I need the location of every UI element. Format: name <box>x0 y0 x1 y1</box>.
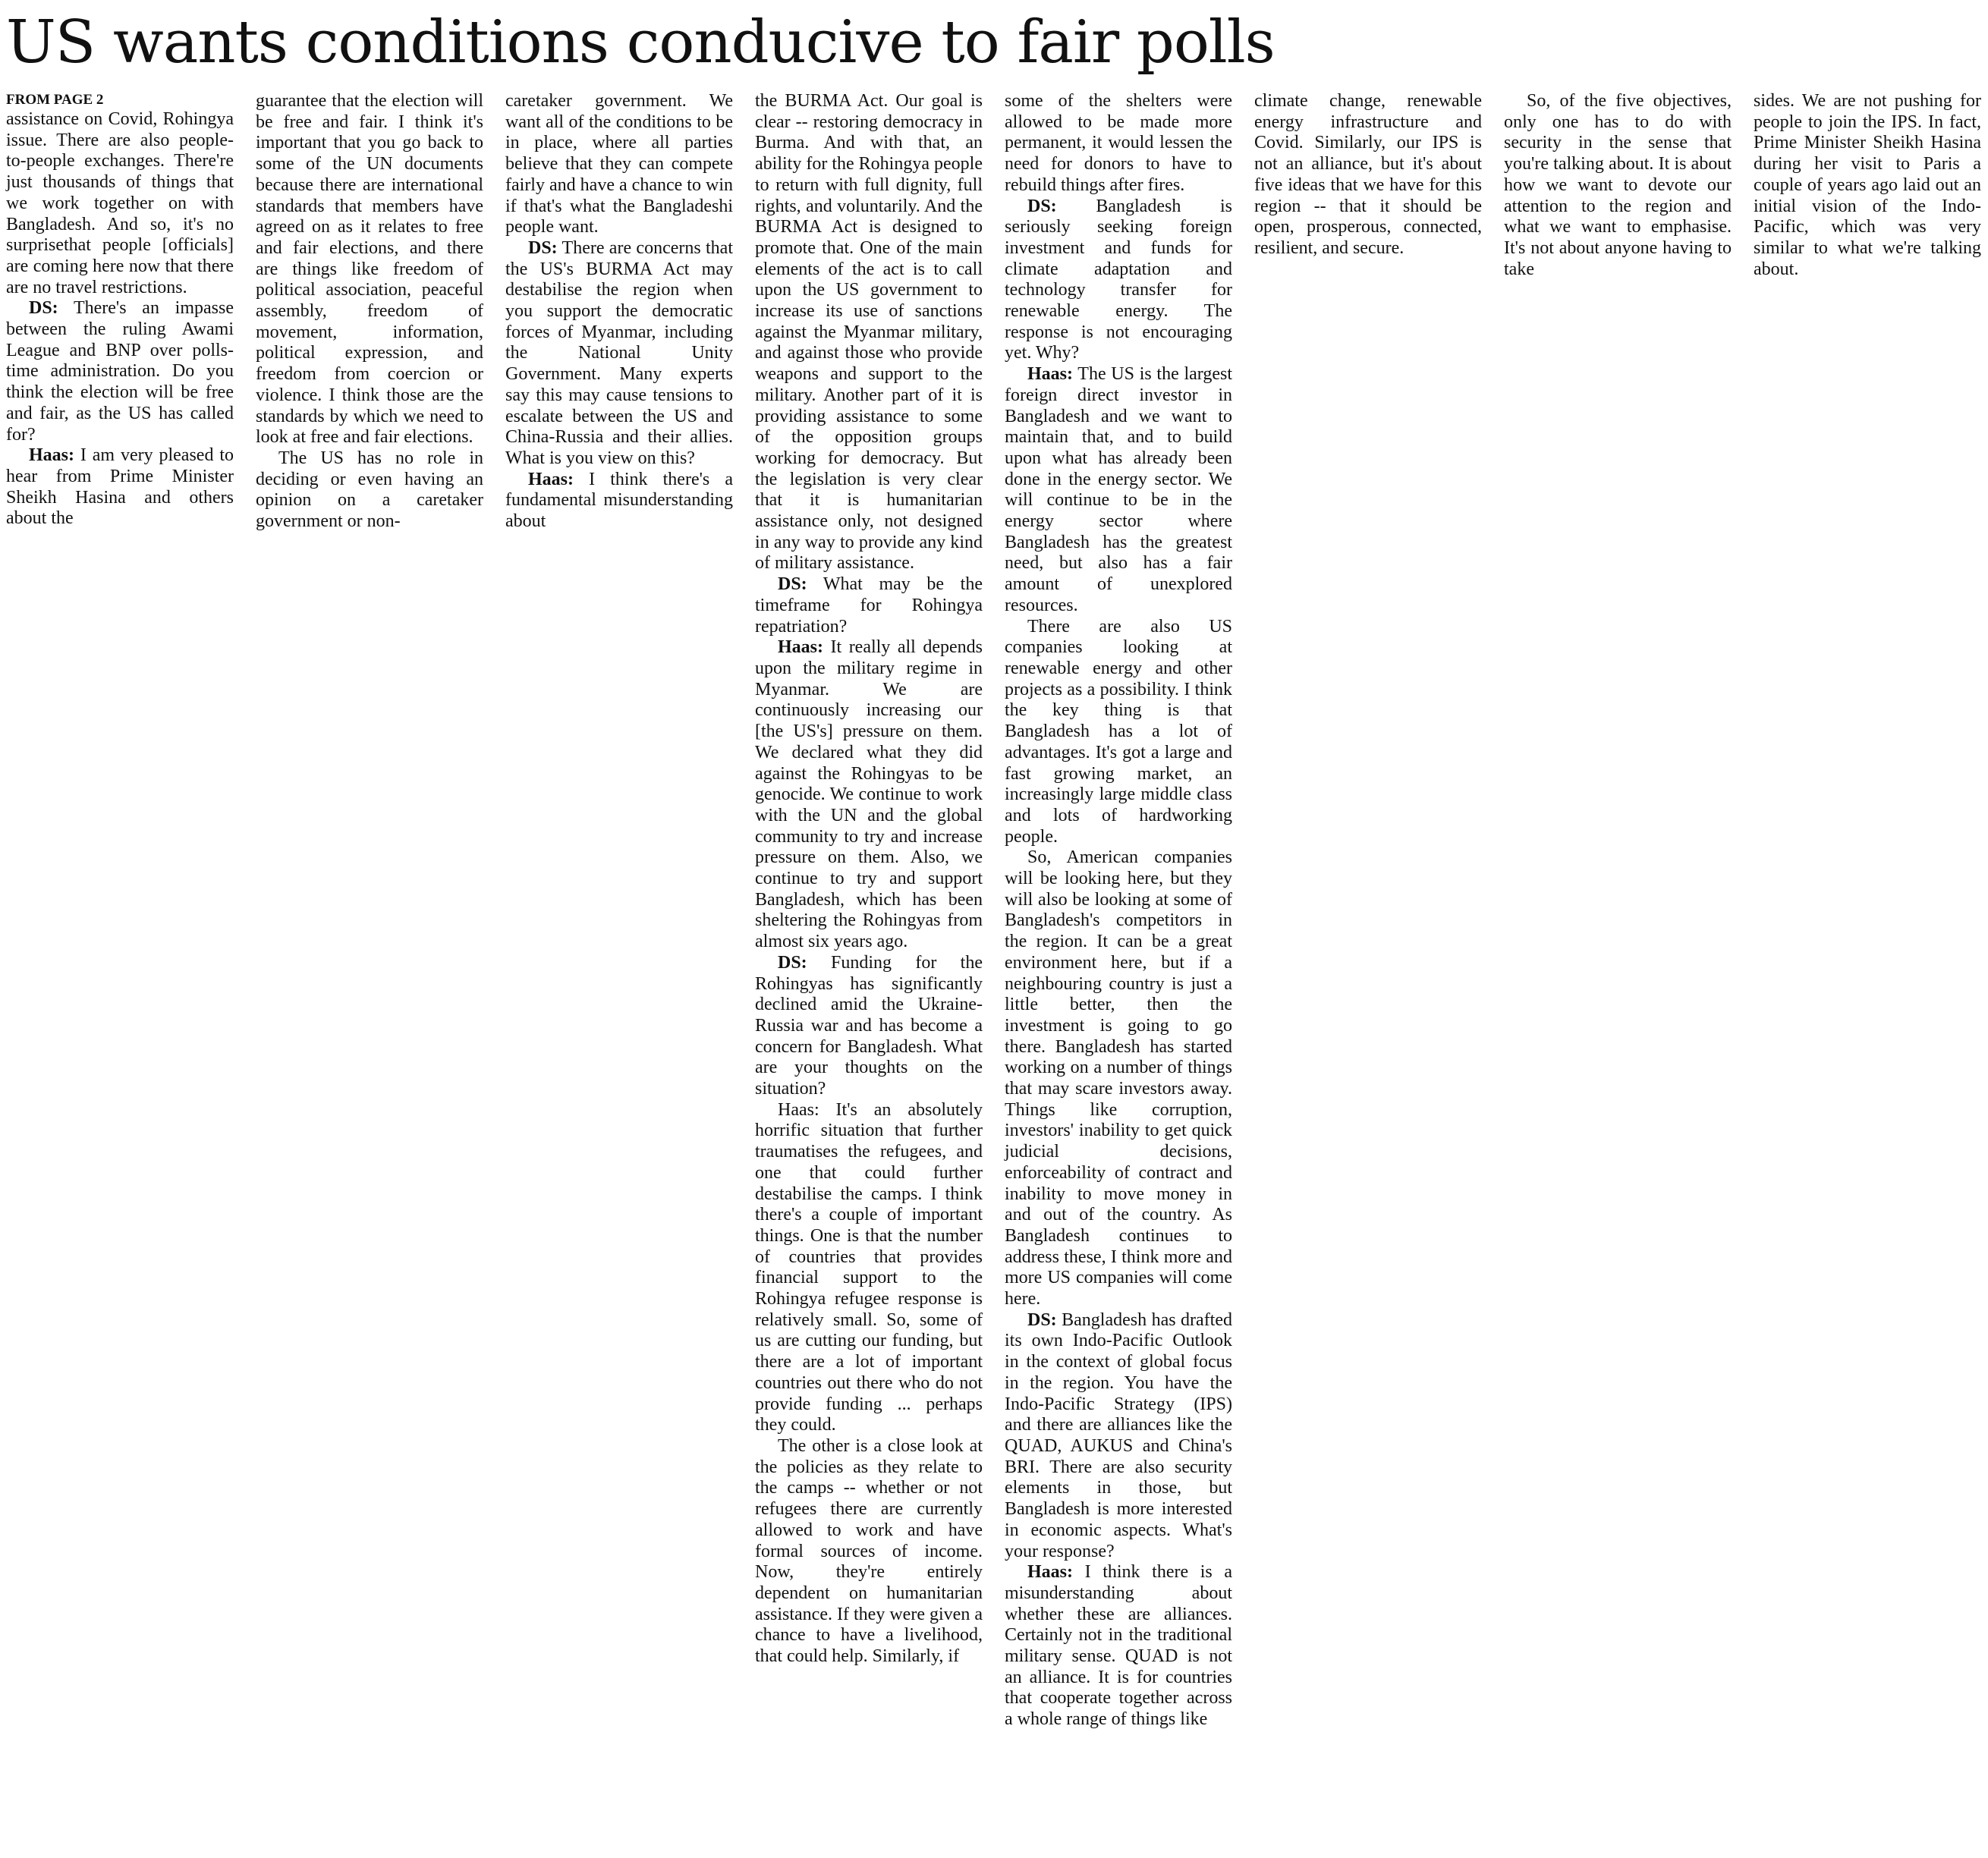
paragraph <box>755 953 983 1100</box>
paragraph-text: sides. We are not pushing for people to join the IPS. In fact, Prime Minister Sheikh Hasina during her visit to Paris a couple of years ago laid out an initial vision of the Indo-Pacific, which was very similar to what we're talking about. <box>1754 91 1981 279</box>
paragraph-text: There's an impasse between the ruling Awami League and BNP over polls-time administration. Do you think the election will be free and fair, as the US has called for? <box>6 298 234 445</box>
paragraph-text: caretaker government. We want all of the conditions to be in place, where all parties believe that they can compete fairly and have a chance to win if that's what the Bangladeshi people want. <box>505 91 733 237</box>
paragraph <box>505 470 733 533</box>
speaker-label: DS: <box>778 952 807 973</box>
speaker-label: Haas: <box>778 637 823 658</box>
paragraph-text: the BURMA Act. Our goal is clear -- restoring democracy in Burma. And with that, an ability for the Rohingya people to return with full dignity, full rights, and voluntarily. And the BURMA Act is designed to promote that. One of the main elements of the act is to call upon the US government to increase its use of sanctions against the Myanmar military, and against those who provide weapons and support to the military. Another part of it is providing assistance to some of the opposition groups working for democracy. But the legislation is very clear that it is humanitarian assistance only, not designed in any way to provide any kind of military assistance. <box>755 91 983 574</box>
paragraph <box>256 91 483 448</box>
paragraph <box>1005 617 1232 848</box>
column-1 <box>6 91 234 530</box>
paragraph <box>505 238 733 470</box>
paragraph-text: The other is a close look at the policies as they relate to the camps -- whether or not refugees there are currently allowed to work and have formal sources of income. Now, they're entirely dependent on humanitarian assistance. If they were given a chance to have a livelihood, that could help. Similarly, if <box>755 1436 983 1667</box>
column-4 <box>755 91 983 1668</box>
paragraph-text: some of the shelters were allowed to be made more permanent, it would lessen the need for donors to have to rebuild things after fires. <box>1005 91 1232 195</box>
paragraph <box>1754 91 1981 280</box>
paragraph <box>1005 1310 1232 1562</box>
column-8 <box>1754 91 1981 280</box>
paragraph-text: assistance on Covid, Rohingya issue. There are also people-to-people exchanges. There're just thousands of things that we work together on with Bangladesh. And so, it's no surprisethat people [officials] are coming here now that there are no travel restrictions. <box>6 109 234 297</box>
column-6 <box>1254 91 1482 259</box>
paragraph-text: There are concerns that the US's BURMA Act may destabilise the region when you support the democratic forces of Myanmar, including the National Unity Government. Many experts say this may cause tensions to escalate between the US and China-Russia and their allies. What is you view on this? <box>505 237 733 468</box>
column-2 <box>256 91 483 533</box>
paragraph-text: Funding for the Rohingyas has significantly declined amid the Ukraine-Russia war and has become a concern for Bangladesh. What are your thoughts on the situation? <box>755 952 983 1099</box>
paragraph-text: guarantee that the election will be free and fair. I think it's important that you go back to some of the UN documents because there are international standards that members have agreed on as it relates to free and fair elections, and there are things like freedom of political association, peaceful assembly, freedom of movement, information, political expression, and freedom from coercion or violence. I think those are the standards by which we need to look at free and fair elections. <box>256 91 483 448</box>
paragraph-text: So, American companies will be looking here, but they will also be looking at some of Bangladesh's competitors in the region. It can be a great environment here, but if a neighbouring country is just a little better, then the investment is going to go there. Bangladesh has started working on a number of things that may scare investors away. Things like corruption, investors' inability to get quick judicial decisions, enforceability of contract and inability to move money in and out of the country. As Bangladesh continues to address these, I think more and more US companies will come here. <box>1005 847 1232 1309</box>
paragraph-text: It really all depends upon the military regime in Myanmar. We are continuously increasing our [the US's] pressure on them. We declared what they did against the Rohingyas to be genocide. We continue to work with the UN and the global community to try and increase pressure on them. Also, we continue to try and support Bangladesh, which has been sheltering the Rohingyas from almost six years ago. <box>755 637 983 952</box>
headline: US wants conditions conducive to fair polls <box>6 8 1275 77</box>
article-body <box>6 91 1982 1851</box>
speaker-label: Haas: <box>29 445 74 466</box>
paragraph <box>1005 91 1232 196</box>
paragraph <box>755 1100 983 1436</box>
paragraph-text: I think there's a fundamental misunderstanding about <box>505 469 734 532</box>
paragraph-text: There are also US companies looking at renewable energy and other projects as a possibility. I think the key thing is that Bangladesh has a lot of advantages. It's got a large and fast growing market, an increasingly large middle class and lots of hardworking people. <box>1005 616 1232 847</box>
paragraph-text: Bangladesh has drafted its own Indo-Pacific Outlook in the context of global focus in the region. You have the Indo-Pacific Strategy (IPS) and there are alliances like the QUAD, AUKUS and China's BRI. There are also security elements in those, but Bangladesh is more interested in economic aspects. What's your response? <box>1005 1309 1232 1561</box>
paragraph <box>1254 91 1482 259</box>
paragraph <box>1504 91 1732 280</box>
speaker-label: DS: <box>1027 1309 1057 1330</box>
paragraph <box>755 574 983 637</box>
paragraph-text: I am very pleased to hear from Prime Minister Sheikh Hasina and others about the <box>6 445 234 529</box>
paragraph <box>6 109 234 298</box>
paragraph-text: The US has no role in deciding or even having an opinion on a caretaker government or non- <box>256 448 483 532</box>
speaker-label: DS: <box>528 237 558 258</box>
paragraph-text: The US is the largest foreign direct investor in Bangladesh and we want to maintain that, and to build upon what has already been done in the energy sector. We will continue to be in the energy sector where Bangladesh has the greatest need, but also has a fair amount of unexplored resources. <box>1005 364 1232 615</box>
paragraph-text: Bangladesh is seriously seeking foreign investment and funds for climate adaptation and technology transfer for renewable energy. The response is not encouraging yet. Why? <box>1005 196 1232 363</box>
paragraph <box>1005 196 1232 365</box>
speaker-label: DS: <box>1027 196 1057 216</box>
paragraph <box>1005 847 1232 1309</box>
paragraph-text: So, of the five objectives, only one has to do with security in the sense that you're talking about. It is about how we want to devote our attention to the region and what we want to emphasise. It's not about anyone having to take <box>1504 91 1732 279</box>
paragraph-text: Haas: It's an absolutely horrific situation that further traumatises the refugees, and one that could further destabilise the camps. I think there's a couple of important things. One is that the number of countries that provides financial support to the Rohingya refugee response is relatively small. So, some of us are cutting our funding, but there are a lot of important countries out there who do not provide funding ... perhaps they could. <box>755 1099 983 1435</box>
paragraph-text: I think there is a misunderstanding about whether these are alliances. Certainly not in the traditional military sense. QUAD is not an alliance. It is for countries that cooperate together across a whole range of things like <box>1005 1562 1232 1730</box>
paragraph <box>755 1436 983 1668</box>
continued-from-label: FROM PAGE 2 <box>6 92 104 108</box>
speaker-label: Haas: <box>1027 1562 1073 1583</box>
speaker-label: DS: <box>29 298 58 319</box>
paragraph <box>1005 1562 1232 1731</box>
paragraph <box>755 637 983 953</box>
column-7 <box>1504 91 1732 280</box>
speaker-label: DS: <box>778 574 807 595</box>
paragraph-text: What may be the timeframe for Rohingya repatriation? <box>755 574 983 637</box>
speaker-label: Haas: <box>528 469 574 489</box>
paragraph <box>6 445 234 530</box>
paragraph-text: climate change, renewable energy infrastructure and Covid. Similarly, our IPS is not an alliance, but it's about five ideas that we have for this region -- that it should be open, prosperous, connected, resilient, and secure. <box>1254 91 1482 258</box>
paragraph <box>6 298 234 445</box>
paragraph <box>755 91 983 574</box>
column-5 <box>1005 91 1232 1731</box>
column-3 <box>505 91 733 533</box>
speaker-label: Haas: <box>1027 364 1073 385</box>
paragraph <box>505 91 733 238</box>
paragraph <box>256 448 483 533</box>
paragraph <box>1005 364 1232 616</box>
